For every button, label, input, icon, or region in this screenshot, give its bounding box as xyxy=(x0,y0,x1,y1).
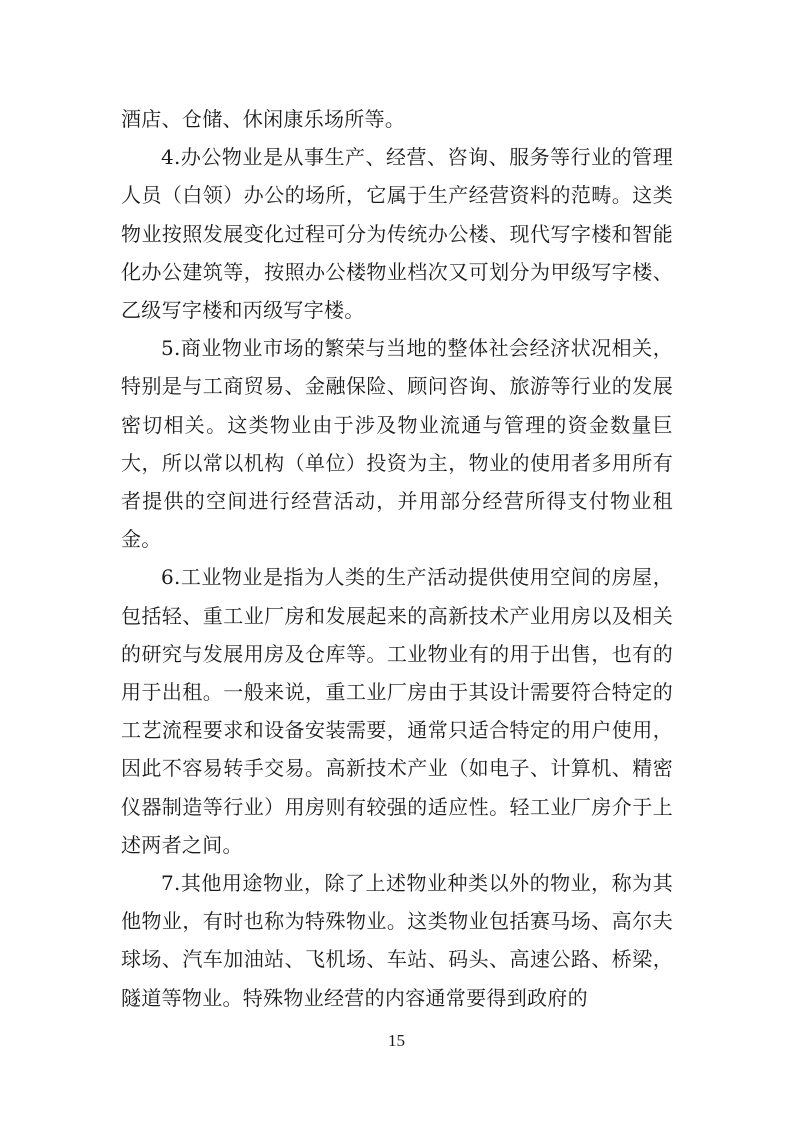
paragraph-commercial-property: 5.商业物业市场的繁荣与当地的整体社会经济状况相关，特别是与工商贸易、金融保险、顾问咨询、旅游等行业的发展密切相关。这类物业由于涉及物业流通与管理的资金数量巨大，所以常以机构（单位）投资为主，物业的使用者多用所有者提供的空间进行经营活动，并用部分经营所得支付物业租金。 xyxy=(121,336,673,552)
page-number: 15 xyxy=(388,1031,405,1050)
paragraph-continuation: 酒店、仓储、休闲康乐场所等。 xyxy=(121,107,406,131)
paragraph-other-property: 7.其他用途物业，除了上述物业种类以外的物业，称为其他物业，有时也称为特殊物业。这类物业包括赛马场、高尔夫球场、汽车加油站、飞机场、车站、码头、高速公路、桥梁，隧道等物业。特殊物业经营的内容通常要得到政府的 xyxy=(121,871,673,1010)
body-text xyxy=(121,100,673,1017)
paragraph-office-property: 4.办公物业是从事生产、经营、咨询、服务等行业的管理人员（白领）办公的场所，它属于生产经营资料的范畴。这类物业按照发展变化过程可分为传统办公楼、现代写字楼和智能化办公建筑等，按照办公楼物业档次又可划分为甲级写字楼、乙级写字楼和丙级写字楼。 xyxy=(121,145,673,323)
paragraph-industrial-property: 6.工业物业是指为人类的生产活动提供使用空间的房屋，包括轻、重工业厂房和发展起来的高新技术产业用房以及相关的研究与发展用房及仓库等。工业物业有的用于出售，也有的用于出租。一般来说，重工业厂房由于其设计需要符合特定的工艺流程要求和设备安装需要，通常只适合特定的用户使用，因此不容易转手交易。高新技术产业（如电子、计算机、精密仪器制造等行业）用房则有较强的适应性。轻工业厂房介于上述两者之间。 xyxy=(121,565,673,857)
